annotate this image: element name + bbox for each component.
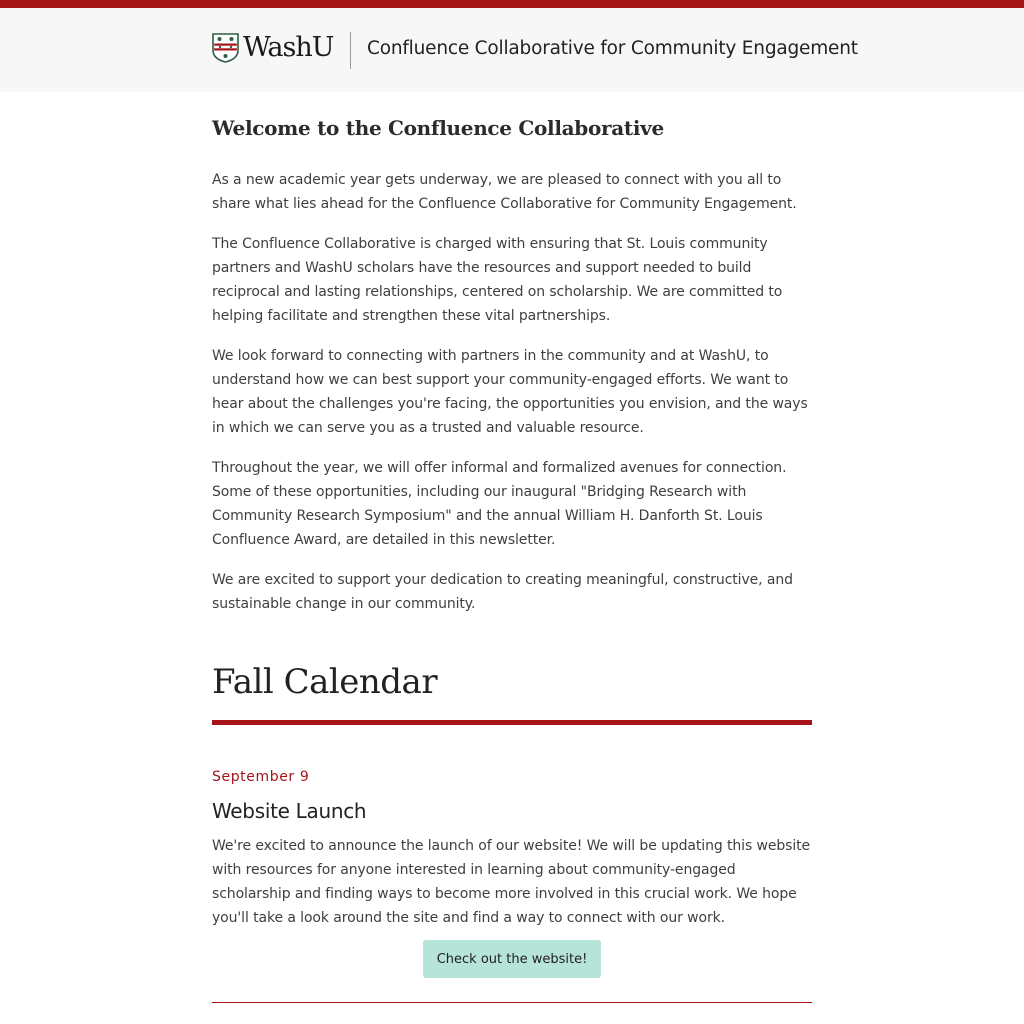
section-rule bbox=[212, 720, 812, 725]
event-title: Website Launch bbox=[212, 799, 367, 823]
event-description: We're excited to announce the launch of our website! We will be updating this website with resources for anyone interested in learning about community-engaged scholarship and finding ways to become more involved in this crucial work. We hope you'll take a look around the site and find a way to connect with our work. bbox=[212, 838, 811, 926]
welcome-paragraph: Throughout the year, we will offer informal and formalized avenues for connection. Some of these opportunities, including our inaugural "Bridging Research with Community Research Symposium" and the annual William H. Danforth St. Louis Confluence Award, are detailed in this newsletter. bbox=[212, 460, 787, 548]
welcome-paragraph: The Confluence Collaborative is charged with ensuring that St. Louis community partners and WashU scholars have the resources and support needed to build reciprocal and lasting relationships, centered on scholarship. We are committed to helping facilitate and strengthen these vital partnerships. bbox=[212, 236, 783, 324]
welcome-heading: Welcome to the Confluence Collaborative bbox=[212, 116, 664, 140]
header-title: Confluence Collaborative for Community Engagement bbox=[367, 38, 858, 59]
event-divider bbox=[212, 1002, 812, 1003]
event-date: September 9 bbox=[212, 769, 310, 785]
welcome-paragraph: As a new academic year gets underway, we are pleased to connect with you all to share what lies ahead for the Confluence Collaborative for Community Engagement. bbox=[212, 172, 797, 212]
shield-crest-icon bbox=[212, 33, 239, 63]
header-divider bbox=[350, 32, 351, 69]
top-accent-bar bbox=[0, 0, 1024, 8]
welcome-paragraph: We look forward to connecting with partners in the community and at WashU, to understand how we can best support your community-engaged efforts. We want to hear about the challenges you're facing, the opportunities you envision, and the ways in which we can serve you as a trusted and valuable resource. bbox=[212, 348, 808, 436]
logo-wordmark: WashU bbox=[243, 32, 334, 63]
check-out-website-button[interactable]: Check out the website! bbox=[423, 940, 601, 978]
newsletter-header bbox=[0, 8, 1024, 92]
welcome-paragraph: We are excited to support your dedication to creating meaningful, constructive, and sustainable change in our community. bbox=[212, 572, 793, 612]
washu-logo[interactable] bbox=[212, 32, 334, 64]
section-heading-fall-calendar: Fall Calendar bbox=[212, 662, 438, 702]
